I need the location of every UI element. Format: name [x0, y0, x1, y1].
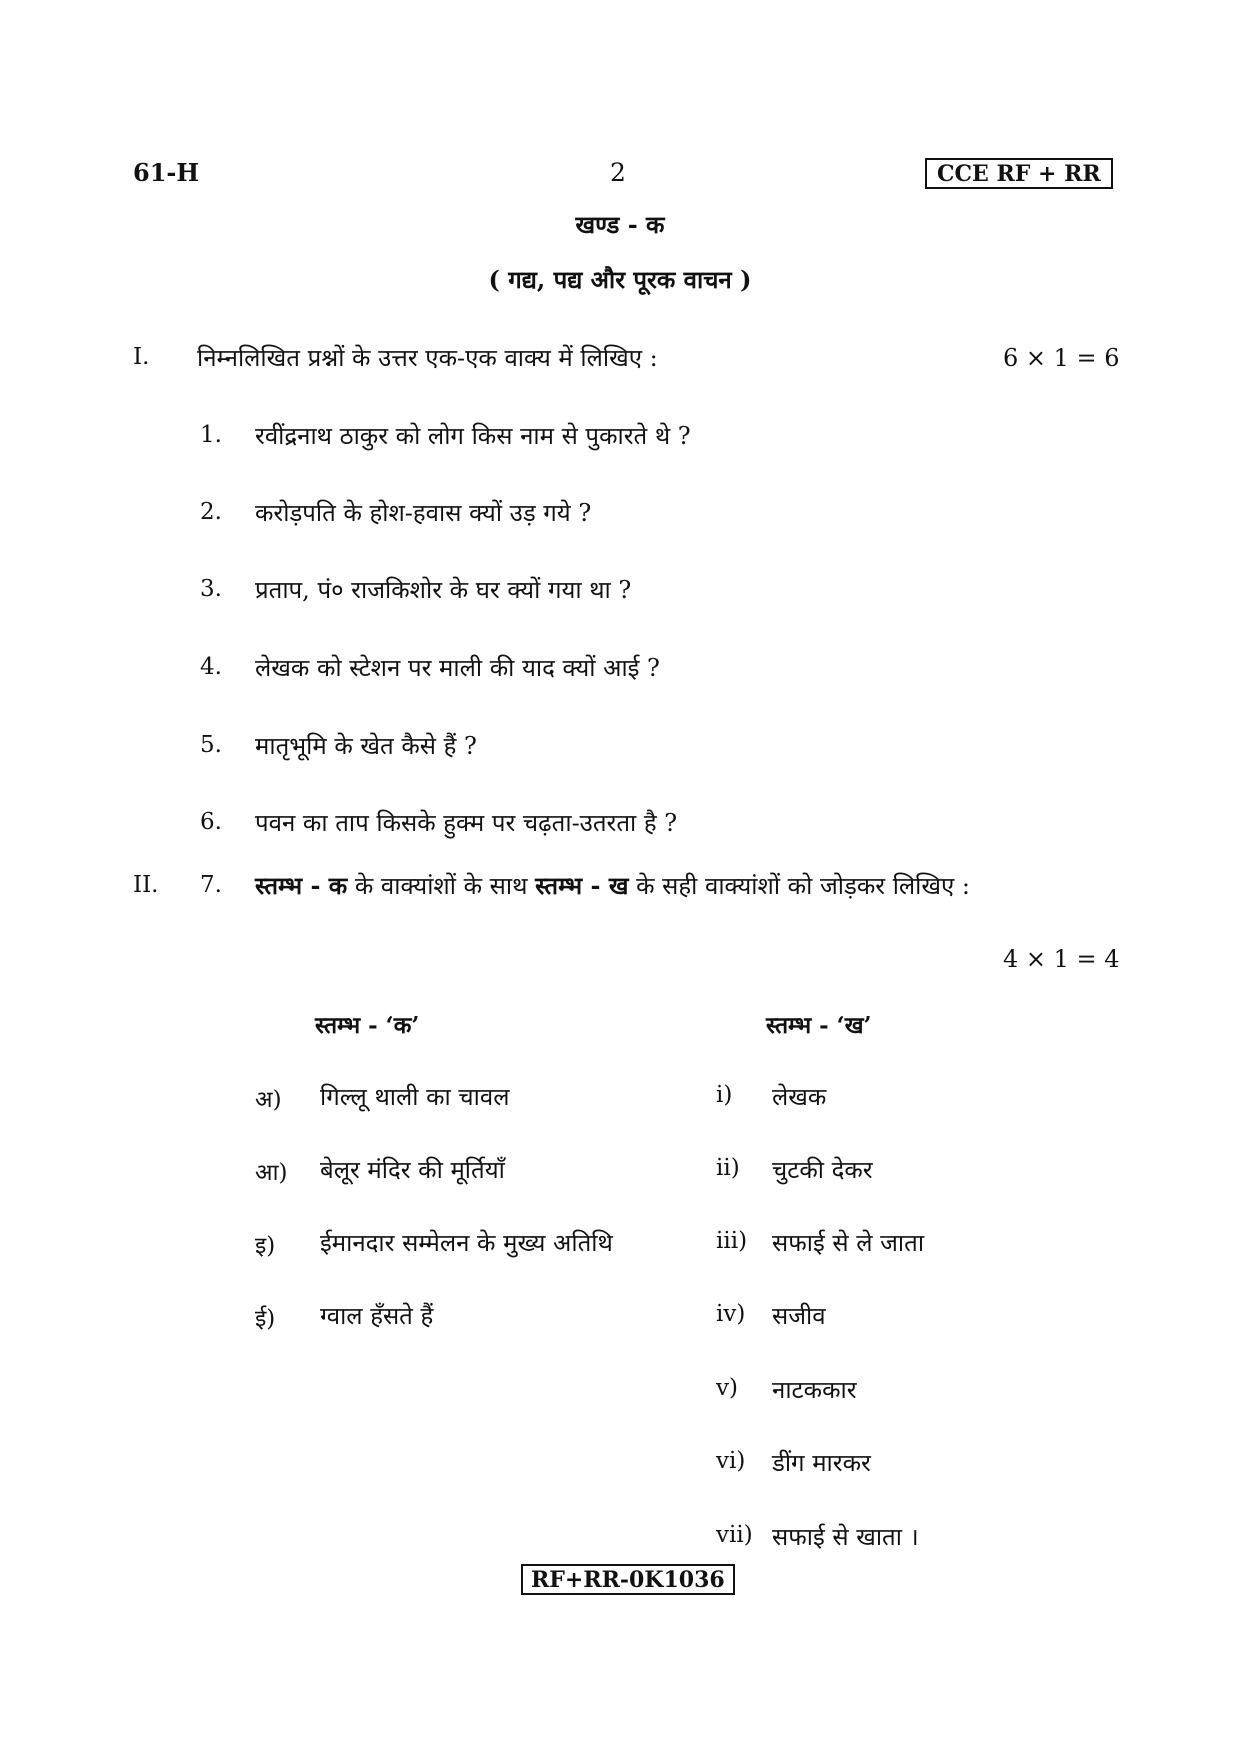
question-number: 6. — [200, 809, 222, 835]
column-a-item: ईमानदार सम्मेलन के मुख्य अतिथि — [320, 1229, 613, 1257]
question-text: करोड़पति के होश-हवास क्यों उड़ गये ? — [255, 499, 592, 527]
question-number: 5. — [200, 732, 222, 758]
question-text: पवन का ताप किसके हुक्म पर चढ़ता-उतरता है ? — [255, 809, 678, 837]
column-b-label: v) — [716, 1375, 738, 1401]
column-b-ref: स्तम्भ - ख — [535, 871, 629, 900]
column-a-label: ई) — [255, 1306, 276, 1332]
column-b-item: नाटककार — [772, 1376, 857, 1404]
column-b-item: लेखक — [772, 1083, 827, 1111]
part2-marks: 4 × 1 = 4 — [1003, 945, 1120, 973]
question-number: 1. — [200, 422, 222, 448]
question-number: 3. — [200, 576, 222, 602]
paper-code: 61-H — [133, 158, 200, 187]
column-b-label: vii) — [716, 1522, 753, 1548]
column-b-label: iii) — [716, 1228, 748, 1254]
column-a-label: इ) — [255, 1233, 276, 1259]
question-number: 2. — [200, 499, 222, 525]
column-a-ref: स्तम्भ - क — [255, 871, 348, 900]
column-b-item: डींग मारकर — [772, 1449, 871, 1477]
column-b-item: चुटकी देकर — [772, 1156, 873, 1184]
column-a-item: बेलूर मंदिर की मूर्तियाँ — [320, 1156, 505, 1184]
column-b-item: सफाई से ले जाता — [772, 1229, 925, 1257]
column-a-item: ग्वाल हँसते हैं — [320, 1302, 434, 1330]
question-number: 4. — [200, 654, 222, 680]
part1-marks: 6 × 1 = 6 — [1003, 344, 1120, 372]
column-b-heading: स्तम्भ - ‘ख’ — [766, 1012, 872, 1039]
column-a-heading: स्तम्भ - ‘क’ — [315, 1012, 420, 1039]
part1-instruction: निम्नलिखित प्रश्नों के उत्तर एक-एक वाक्य में लिखिए : — [197, 344, 658, 372]
question-text: मातृभूमि के खेत कैसे हैं ? — [255, 732, 477, 760]
part2-instruction — [255, 869, 970, 902]
section-title: खण्ड - क — [575, 210, 665, 239]
instruction-mid: के वाक्यांशों के साथ — [347, 872, 536, 900]
column-b-label: vi) — [716, 1448, 746, 1474]
footer-code-box: RF+RR-0K1036 — [521, 1564, 735, 1595]
question-text: प्रताप, पं० राजकिशोर के घर क्यों गया था ? — [255, 576, 632, 604]
column-a-label: आ) — [255, 1160, 288, 1186]
exam-code-box: CCE RF + RR — [925, 158, 1113, 189]
section-subtitle: ( गद्य, पद्य और पूरक वाचन ) — [488, 265, 752, 294]
page-number: 2 — [610, 158, 626, 187]
column-b-label: ii) — [716, 1155, 740, 1181]
part2-roman: II. — [133, 872, 159, 898]
column-b-item: सजीव — [772, 1302, 826, 1330]
question-number: 7. — [200, 872, 222, 898]
part1-roman: I. — [133, 344, 150, 370]
question-text: लेखक को स्टेशन पर माली की याद क्यों आई ? — [255, 654, 660, 682]
column-b-label: iv) — [716, 1301, 746, 1327]
question-text: रवींद्रनाथ ठाकुर को लोग किस नाम से पुकारते थे ? — [255, 422, 691, 450]
instruction-end: के सही वाक्यांशों को जोड़कर लिखिए : — [628, 872, 971, 900]
column-a-label: अ) — [255, 1087, 282, 1113]
column-b-label: i) — [716, 1082, 733, 1108]
column-a-item: गिल्लू थाली का चावल — [320, 1083, 510, 1111]
column-b-item: सफाई से खाता । — [772, 1523, 919, 1551]
